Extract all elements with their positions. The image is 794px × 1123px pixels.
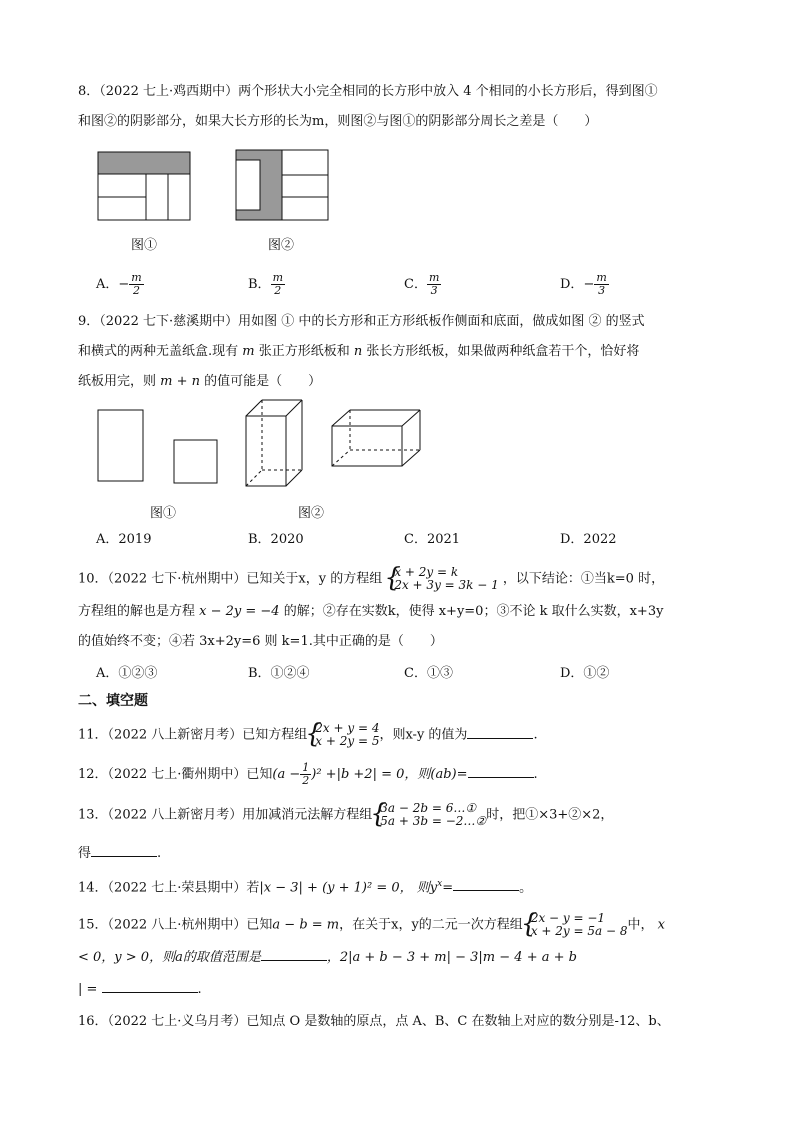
q8-figure1 [98, 152, 192, 222]
q10-option-b[interactable]: B．①②④ [248, 666, 310, 681]
q11-answer-blank[interactable] [467, 724, 533, 739]
q12-line: 12．（2022 七上·衢州期中）已知(a − $\frac{1}{2}$ )² +|b +2| = 0，则(ab)= . [78, 761, 538, 787]
q8-line1: 8．（2022 七上·鸡西期中）两个形状大小完全相同的长方形中放入 4 个相同的小长方形后，得到图① [78, 84, 658, 99]
q9-option-d[interactable]: D．2022 [560, 532, 617, 547]
q8-fig2-caption: 图② [268, 238, 295, 253]
q14-line: 14．（2022 七上·荣县期中）若|x − 3| + (y + 1)² = 0， 则$y^x=$ 。 [78, 874, 532, 898]
q10-line2: 方程组的解也是方程 x − 2y = −4 的解；②存在实数k，使得 x+y=0；③不论 k 取什么实数，x+3y [78, 604, 664, 619]
q9-line1: 9．（2022 七下·慈溪期中）用如图 ① 中的长方形和正方形纸板作侧面和底面，做成如图 ② 的竖式 [78, 314, 645, 329]
q9-line2: 和横式的两种无盖纸盒.现有 m 张正方形纸板和 n 张长方形纸板，如果做两种纸盒若干个，恰好将 [78, 344, 640, 359]
q15-line2: < 0，y > 0，则a的取值范围是 ，2|a + b − 3 + m| − 3|m − 4 + a + b [78, 946, 577, 968]
q8-option-c[interactable]: C． $\frac{m}{3}$ [404, 271, 440, 297]
q9-option-a[interactable]: A．2019 [96, 532, 152, 547]
section-title-fill-in: 二、填空题 [78, 693, 148, 709]
q9-line3: 纸板用完，则 m + n 的值可能是（ ） [78, 374, 322, 389]
q15-answer-blank-1[interactable] [261, 946, 327, 961]
q9-figure1 [98, 410, 228, 484]
q8-option-a[interactable]: A．− $\frac{m}{2}$ [96, 271, 142, 297]
q13-line1: 13．（2022 八上新密月考）用加减消元法解方程组 { 3a − 2b = 6…① 5a + 3b = −2…② 时，把①×3+②×2， [78, 802, 613, 828]
q13-line2: 得 . [78, 842, 161, 864]
q10-option-c[interactable]: C．①③ [404, 666, 453, 681]
q10-line1: 10．（2022 七下·杭州期中）已知关于x，y 的方程组 { x + 2y = k 2x + 3y = 3k − 1 ，以下结论：①当k=0 时， [78, 566, 664, 592]
q9-fig2-caption: 图② [298, 506, 325, 521]
q8-figure2 [236, 150, 330, 222]
q10-option-a[interactable]: A．①②③ [96, 666, 158, 681]
q10-option-d[interactable]: D．①② [560, 666, 610, 681]
q12-answer-blank[interactable] [468, 763, 534, 778]
q16-line1: 16．（2022 七上·义乌月考）已知点 O 是数轴的原点，点 A、B、C 在数轴上对应的数分别是-12、b、 [78, 1014, 670, 1029]
q13-system: { 3a − 2b = 6…① 5a + 3b = −2…② [372, 802, 486, 828]
q15-system: { 2x − y = −1 x + 2y = 5a − 8 [523, 912, 628, 938]
q8-line2: 和图②的阴影部分，如果大长方形的长为m，则图②与图①的阴影部分周长之差是（ ） [78, 114, 598, 129]
q9-option-c[interactable]: C．2021 [404, 532, 461, 547]
q10-line3: 的值始终不变；④若 3x+2y=6 则 k=1.其中正确的是（ ） [78, 634, 443, 649]
q8-option-d[interactable]: D．− $\frac{m}{3}$ [560, 271, 607, 297]
q13-answer-blank[interactable] [91, 842, 157, 857]
q9-fig1-caption: 图① [150, 506, 177, 521]
q10-system: { x + 2y = k 2x + 3y = 3k − 1 [386, 566, 498, 592]
q11-line: 11．（2022 八上新密月考）已知方程组 { 2x + y = 4 x + 2y = 5 ，则x-y 的值为 . [78, 722, 538, 748]
q8-fig1-caption: 图① [131, 238, 158, 253]
q9-option-b[interactable]: B．2020 [248, 532, 304, 547]
q15-line3: | = . [78, 978, 202, 1000]
q15-answer-blank-2[interactable] [102, 978, 198, 993]
q11-system: { 2x + y = 4 x + 2y = 5 [307, 722, 379, 748]
q14-answer-blank[interactable] [453, 876, 519, 891]
q8-option-b[interactable]: B． $\frac{m}{2}$ [248, 271, 283, 297]
q15-line1: 15．（2022 八上·杭州期中）已知a − b = m，在关于x，y的二元一次方程组 { 2x − y = −1 x + 2y = 5a − 8 中， x [78, 912, 665, 938]
q9-figure2 [246, 400, 426, 490]
